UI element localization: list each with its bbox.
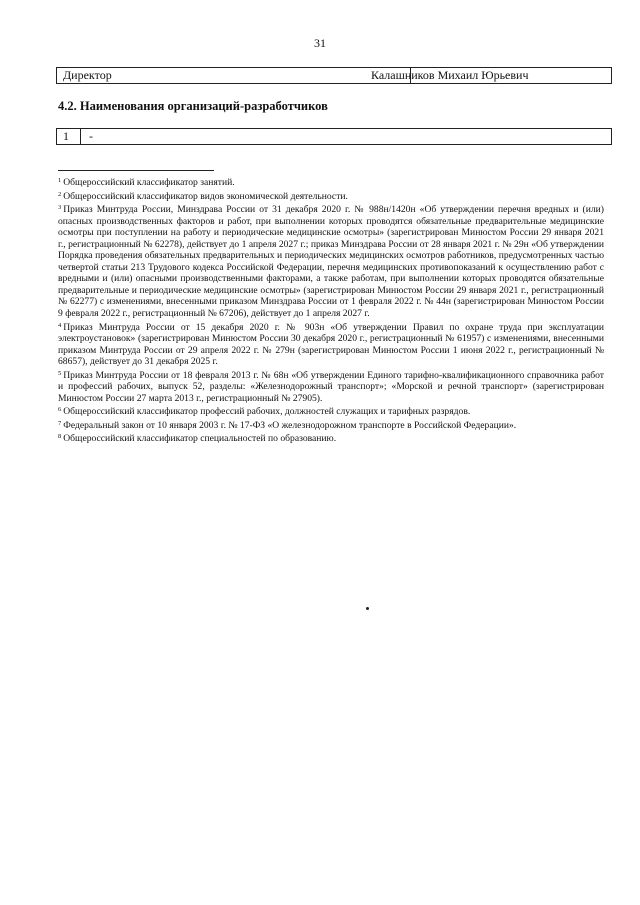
footnote	[58, 368, 604, 405]
table-cell-divider	[80, 129, 81, 144]
director-name: Калашников Михаил Юрьевич	[371, 68, 529, 82]
footnote-text: Приказ Минтруда России от 15 декабря 2020 г. № 903н «Об утверждении Правил по охране труда при эксплуатации электроустановок» (зарегистрирован Минюстом России 30 декабря 2020 г., регистрационный № 61957) с изменениями, внесенными приказом Минтруда России от 29 апреля 2022 г. № 279н (зарегистрирован Минюстом России 1 июня 2022 г., регистрационный № 68657), действует до 31 декабря 2025 г.	[58, 321, 604, 368]
developer-row-number: 1	[63, 129, 69, 143]
footnote-separator	[58, 170, 214, 171]
footnote	[58, 404, 604, 418]
section-heading: 4.2. Наименования организаций-разработчиков	[58, 99, 328, 113]
footnote-text: Общероссийский классификатор специальностей по образованию.	[63, 433, 337, 445]
footnote-text: Общероссийский классификатор профессий рабочих, должностей служащих и тарифных разрядов.	[63, 406, 471, 418]
footnote-mark: 4	[58, 321, 62, 329]
footnote-mark: 8	[58, 433, 62, 441]
page-number: 31	[314, 36, 326, 50]
footnote-text: Федеральный закон от 10 января 2003 г. № 17-ФЗ «О железнодорожном транспорте в Российской Федерации».	[63, 419, 517, 431]
footnote-mark: 3	[58, 204, 62, 212]
footnotes	[58, 175, 604, 445]
footnote-mark: 6	[58, 406, 62, 414]
footnote-mark: 1	[58, 177, 62, 184]
footnote	[58, 202, 604, 319]
director-row	[56, 67, 612, 84]
developer-name: -	[89, 129, 93, 143]
footnote-text: Приказ Минтруда России от 18 февраля 2013 г. № 68н «Об утверждении Единого тарифно-квалификационного справочника работ и профессий рабочих, выпуск 52, разделы: «Железнодорожный транспорт»; «Морской и речной транспорт» (зарегистрирован Минюстом России 27 марта 2013 г., регистрационный № 27905).	[58, 369, 604, 404]
footnote	[58, 175, 604, 189]
scan-dot	[366, 607, 369, 610]
footnote	[58, 418, 604, 432]
footnote-mark: 2	[58, 190, 62, 198]
footnote-mark: 5	[58, 369, 62, 377]
footnote-text: Приказ Минтруда России, Минздрава России от 31 декабря 2020 г. № 988н/1420н «Об утверждении перечня вредных и (или) опасных производственных факторов и работ, при выполнении которых проводятся обязательные предварительные медицинские осмотры при поступлении на работу и периодические медицинские осмотры» (зарегистрирован Минюстом России 29 января 2021 г., регистрационный № 62278), действует до 1 апреля 2027 г.; приказ Минздрава России от 28 января 2021 г. № 29н «Об утверждении Порядка проведения обязательных предварительных и периодических медицинских осмотров работников, предусмотренных частью четвертой статьи 213 Трудового кодекса Российской Федерации, перечня медицинских противопоказаний к осуществлению работ с вредными и (или) опасными производственными факторами, а также работам, при выполнении которых проводятся обязательные предварительные и периодические медицинские осмотры» (зарегистрирован Минюстом России 29 января 2021 г., регистрационный № 62277) с изменениями, внесенными приказом Минздрава России от 1 февраля 2022 г. № 44н (зарегистрирован Минюстом России 9 февраля 2022 г., регистрационный № 67206), действует до 1 апреля 2027 г.	[58, 204, 604, 320]
footnote	[58, 431, 604, 445]
footnote-mark: 7	[58, 419, 62, 427]
developers-table-row	[56, 128, 612, 145]
footnote-text: Общероссийский классификатор занятий.	[63, 177, 235, 188]
footnote	[58, 189, 604, 203]
director-role: Директор	[63, 68, 112, 82]
footnote-text: Общероссийский классификатор видов экономической деятельности.	[63, 190, 348, 202]
footnote	[58, 320, 604, 368]
